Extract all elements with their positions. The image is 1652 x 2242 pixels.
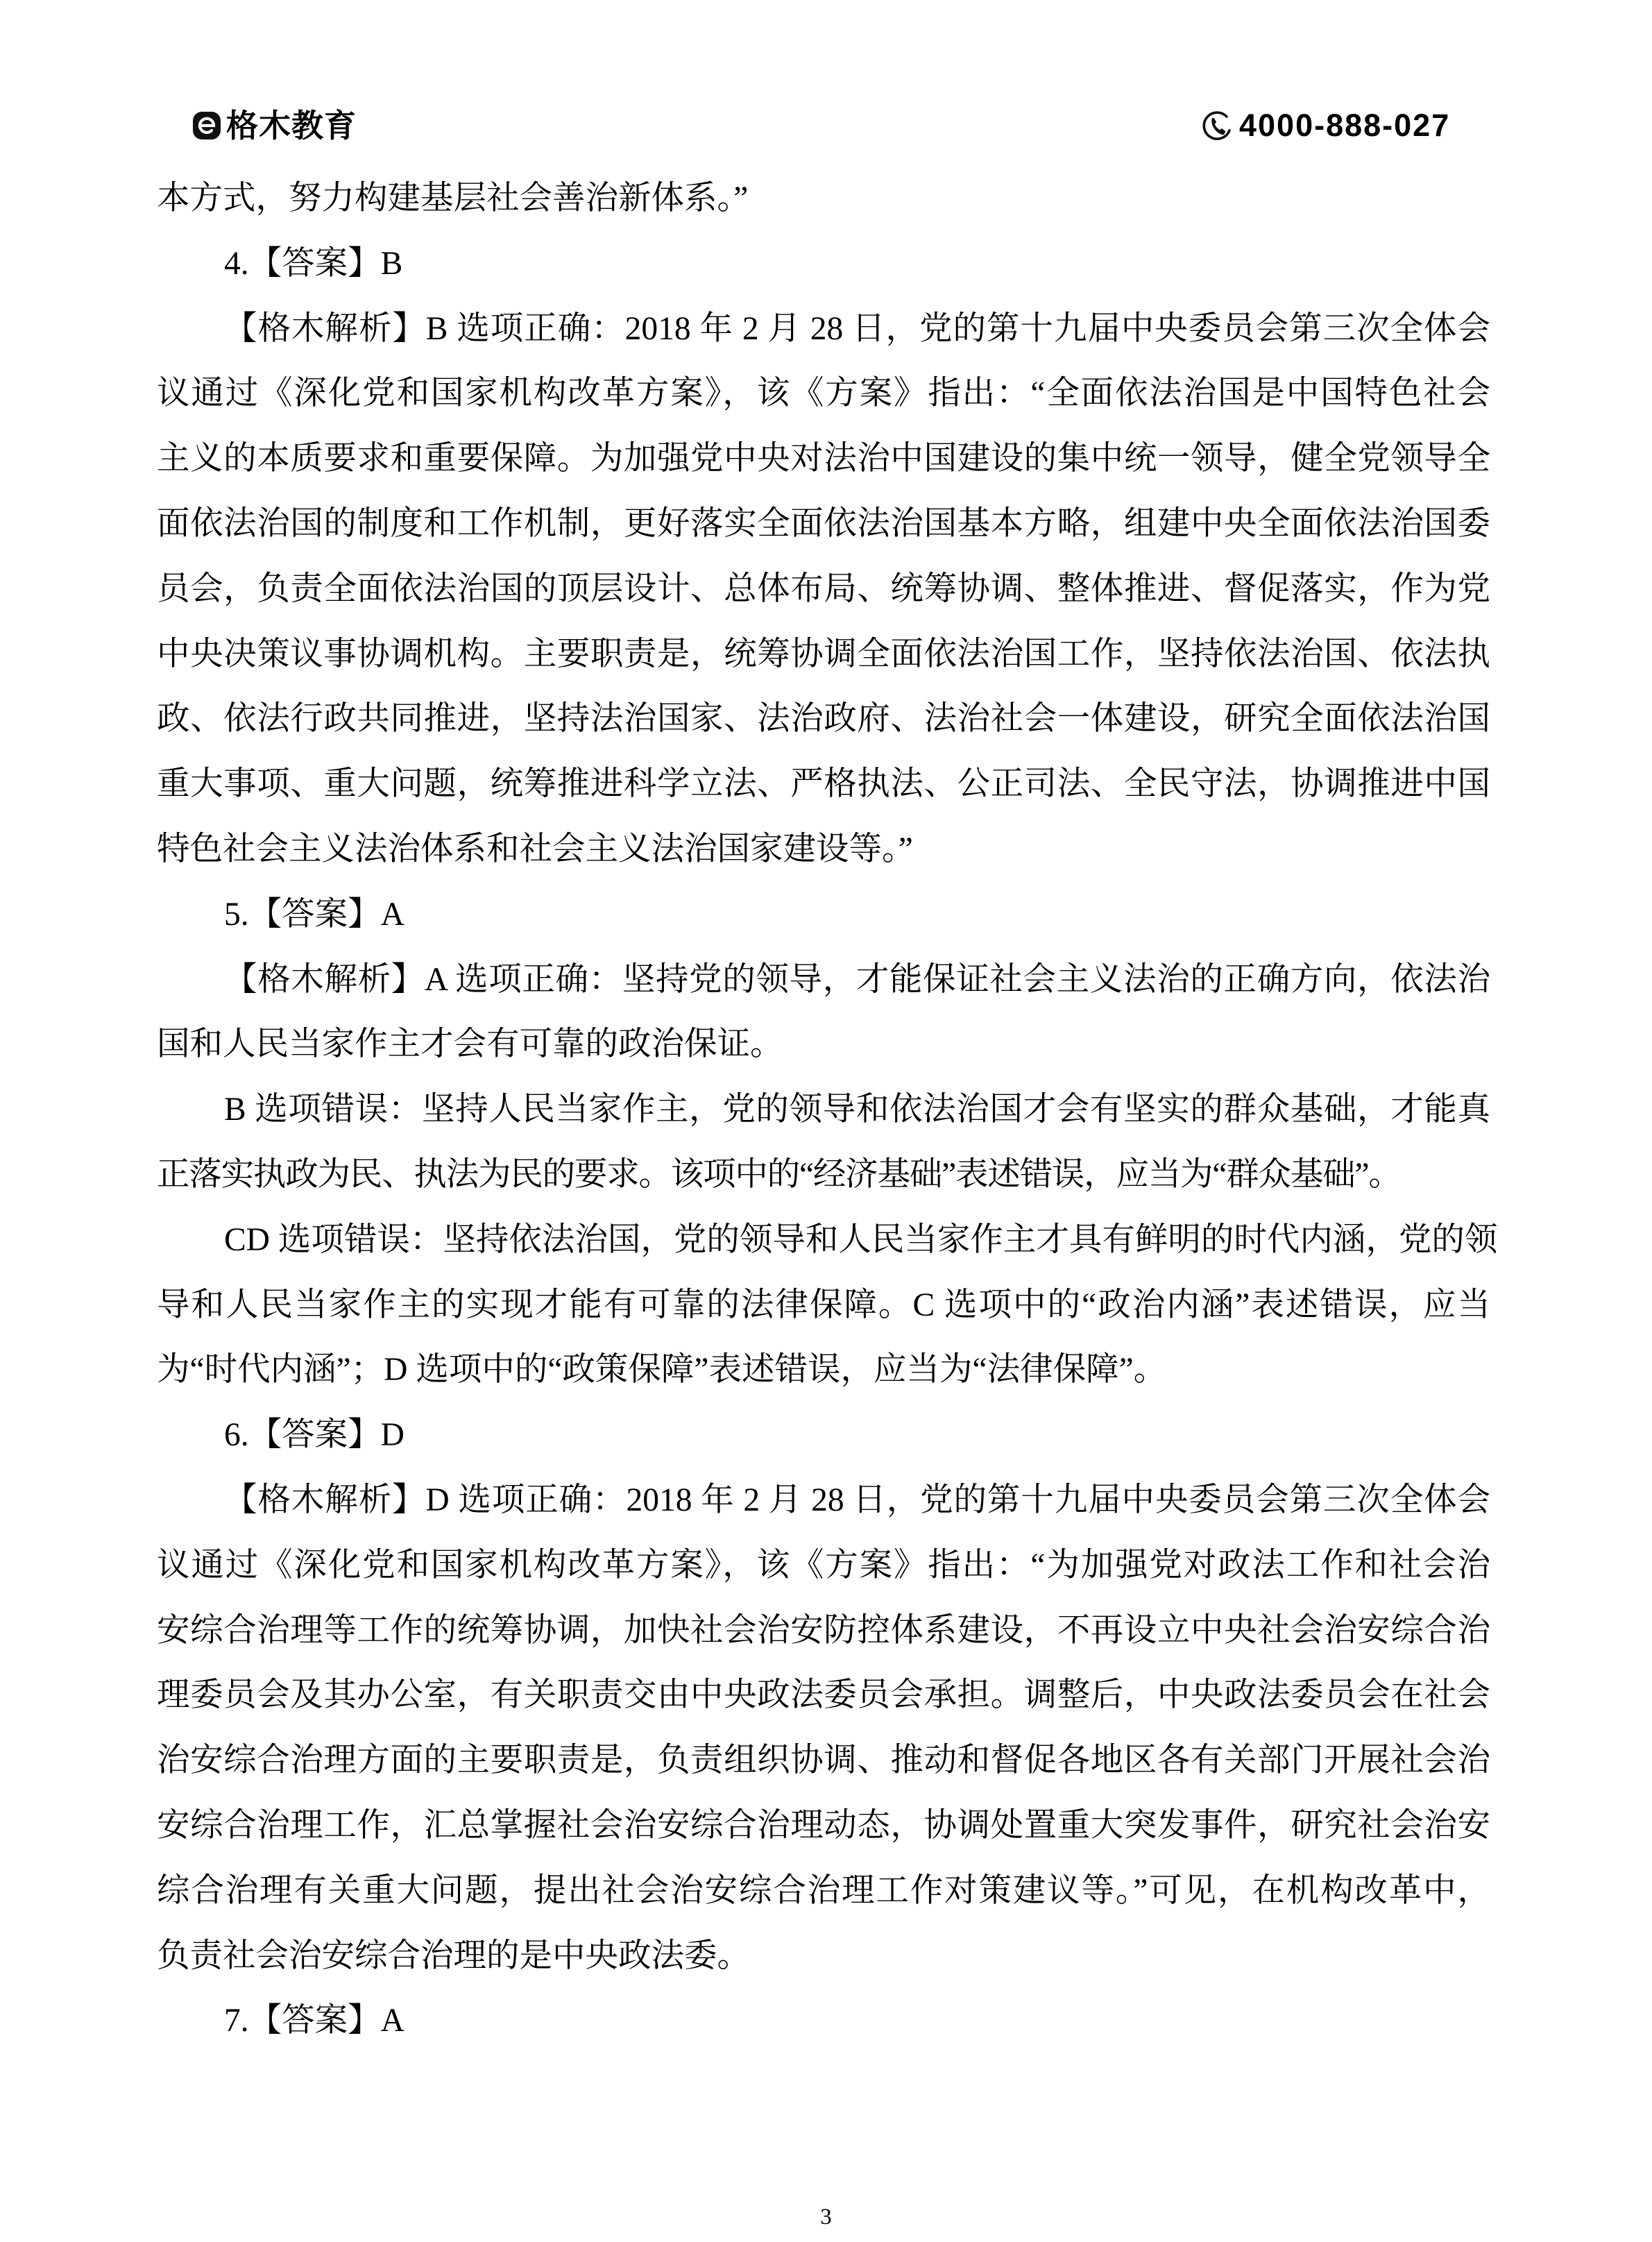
text-line: 【格木解析】B 选项正确：2018 年 2 月 28 日，党的第十九届中央委员会第三次全体会 bbox=[224, 310, 1490, 347]
text-line: 导和人民当家作主的实现才能有可靠的法律保障。C 选项中的“政治内涵”表述错误，应当 bbox=[157, 1286, 1490, 1323]
text-line: CD 选项错误：坚持依法治国，党的领导和人民当家作主才具有鲜明的时代内涵，党的领 bbox=[224, 1221, 1498, 1258]
text-line: 主义的本质要求和重要保障。为加强党中央对法治中国建设的集中统一领导，健全党领导全 bbox=[157, 441, 1490, 477]
text-line: 政、依法行政共同推进，坚持法治国家、法治政府、法治社会一体建设，研究全面依法治国 bbox=[157, 701, 1490, 738]
contact-phone bbox=[1202, 108, 1450, 143]
analysis-6 bbox=[157, 1468, 1490, 1989]
answer-5 bbox=[157, 883, 1490, 948]
text-line: 理委员会及其办公室，有关职责交由中央政法委员会承担。调整后，中央政法委员会在社会 bbox=[157, 1677, 1490, 1714]
text-line: 议通过《深化党和国家机构改革方案》，该《方案》指出：“为加强党对政法工作和社会治 bbox=[157, 1547, 1490, 1583]
text-line: 特色社会主义法治体系和社会主义法治国家建设等。” bbox=[157, 831, 913, 867]
text-line: 员会，负责全面依法治国的顶层设计、总体布局、统筹协调、整体推进、督促落实，作为党 bbox=[157, 570, 1490, 607]
text-line: B 选项错误：坚持人民当家作主，党的领导和依法治国才会有坚实的群众基础，才能真 bbox=[224, 1092, 1490, 1128]
answer-label: 5.【答案】A bbox=[224, 896, 405, 933]
text-line: 面依法治国的制度和工作机制，更好落实全面依法治国基本方略，组建中央全面依法治国委 bbox=[157, 505, 1490, 542]
analysis-5-option-b bbox=[157, 1078, 1490, 1208]
analysis-4 bbox=[157, 297, 1490, 883]
text-line: 议通过《深化党和国家机构改革方案》，该《方案》指出：“全面依法治国是中国特色社会 bbox=[157, 375, 1490, 412]
text-line: 【格木解析】D 选项正确：2018 年 2 月 28 日，党的第十九届中央委员会第三次全体会 bbox=[224, 1481, 1490, 1518]
text-line: 国和人民当家作主才会有可靠的政治保证。 bbox=[157, 1026, 783, 1063]
e-logo-icon bbox=[191, 110, 222, 141]
text-line: 安综合治理工作，汇总掌握社会治安综合治理动态，协调处置重大突发事件，研究社会治安 bbox=[157, 1807, 1490, 1844]
text-line: 【格木解析】A 选项正确：坚持党的领导，才能保证社会主义法治的正确方向，依法治 bbox=[224, 961, 1490, 998]
brand-name: 格木教育 bbox=[226, 108, 357, 144]
answer-label: 7.【答案】A bbox=[224, 2003, 405, 2039]
text-line: 安综合治理等工作的统筹协调，加快社会治安防控体系建设，不再设立中央社会治安综合治 bbox=[157, 1612, 1490, 1649]
continued-text bbox=[157, 167, 1490, 232]
text-line: 正落实执政为民、执法为民的要求。该项中的“经济基础”表述错误，应当为“群众基础”。 bbox=[157, 1156, 1401, 1193]
text-line: 本方式，努力构建基层社会善治新体系。” bbox=[157, 180, 749, 216]
answer-7 bbox=[157, 1989, 1490, 2054]
answer-label: 4.【答案】B bbox=[224, 245, 403, 282]
phone-icon bbox=[1202, 110, 1234, 142]
text-line: 中央决策议事协调机构。主要职责是，统筹协调全面依法治国工作，坚持依法治国、依法执 bbox=[157, 636, 1490, 672]
text-line: 重大事项、重大问题，统筹推进科学立法、严格执法、公正司法、全民守法，协调推进中国 bbox=[157, 766, 1490, 803]
text-line: 综合治理有关重大问题，提出社会治安综合治理工作对策建议等。”可见，在机构改革中， bbox=[157, 1872, 1490, 1909]
answer-6 bbox=[157, 1403, 1490, 1468]
analysis-5-option-a bbox=[157, 948, 1490, 1078]
page-number: 3 bbox=[820, 2205, 832, 2230]
text-line: 治安综合治理方面的主要职责是，负责组织协调、推动和督促各地区各有关部门开展社会治 bbox=[157, 1742, 1490, 1779]
answer-label: 6.【答案】D bbox=[224, 1417, 405, 1454]
page-header bbox=[0, 0, 1652, 164]
document-body bbox=[157, 167, 1498, 2054]
phone-number: 4000-888-027 bbox=[1239, 108, 1451, 143]
text-line: 为“时代内涵”；D 选项中的“政策保障”表述错误，应当为“法律保障”。 bbox=[157, 1352, 1167, 1388]
answer-4 bbox=[157, 232, 1490, 297]
brand-logo bbox=[191, 108, 357, 143]
text-line: 负责社会治安综合治理的是中央政法委。 bbox=[157, 1937, 750, 1974]
analysis-5-option-cd bbox=[157, 1208, 1498, 1403]
